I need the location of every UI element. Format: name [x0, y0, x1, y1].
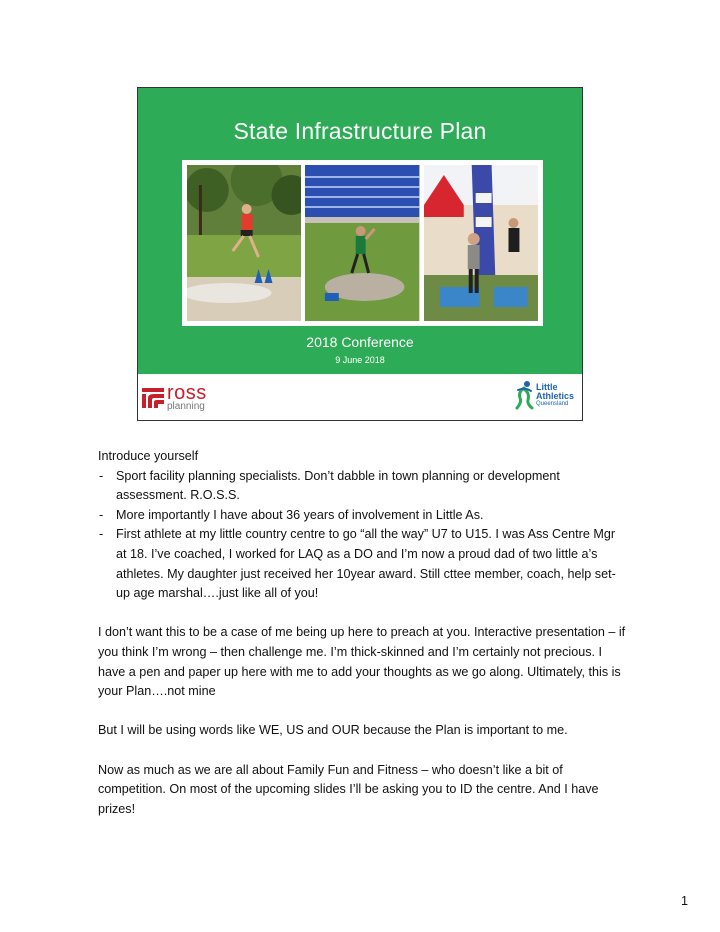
la-logo-line2: Athletics: [535, 390, 574, 401]
slide-title: State Infrastructure Plan: [233, 118, 487, 144]
la-logo-line1: Little: [535, 381, 558, 392]
notes-bullet: - Sport facility planning specialists. Don’t dabble in town planning or development assessment. R.O.S.S.: [99, 468, 560, 503]
conference-title: 2018 Conference: [306, 334, 414, 350]
shot-put-photo: [305, 165, 419, 321]
event-tent-photo: [424, 165, 538, 321]
notes-intro: Introduce yourself: [98, 449, 199, 463]
notes-paragraph-2: But I will be using words like WE, US and OUR because the Plan is important to me.: [98, 723, 568, 738]
conference-date: 9 June 2018: [335, 355, 385, 365]
notes-paragraph-1: I don’t want this to be a case of me being up here to preach at you. Interactive presentation – if you think I’m wrong – then challenge me. I’m thick-skinned and I’m certainly not precious. I have a pen and paper up here with me to add your thoughts as we go along. Ultimately, this is your Plan….not mine: [98, 625, 626, 699]
speaker-notes: [98, 447, 628, 819]
notes-bullet: - First athlete at my little country centre to go “all the way” U7 to U15. I was Ass Centre Mgr at 18. I’ve coached, I worked for LAQ as a DO and I’m now a proud dad of two little a’s athletes. My daughter just received her 10year award. Still cttee member, coach, help set-up age marshal….just like all of you!: [99, 527, 616, 601]
la-logo-line3: Queensland: [535, 401, 569, 408]
slide-footer: [138, 374, 582, 420]
page-number: 1: [680, 894, 688, 908]
notes-bullet: - More importantly I have about 36 years of involvement in Little As.: [99, 507, 484, 522]
photo-strip: [182, 160, 543, 326]
slide-thumbnail: [137, 87, 583, 421]
athlete-figure-icon: [514, 380, 534, 410]
ross-planning-logo: [142, 380, 207, 414]
ross-mark-icon: [142, 385, 164, 409]
notes-paragraph-3: Now as much as we are all about Family Fun and Fitness – who doesn’t like a bit of competition. On most of the upcoming slides I’ll be asking you to ID the centre. And I have prizes!: [98, 762, 599, 816]
little-athletics-logo: [514, 380, 574, 410]
ross-logo-main: ross: [167, 381, 207, 404]
long-jump-photo: [187, 165, 301, 321]
ross-logo-sub: planning: [167, 400, 205, 412]
